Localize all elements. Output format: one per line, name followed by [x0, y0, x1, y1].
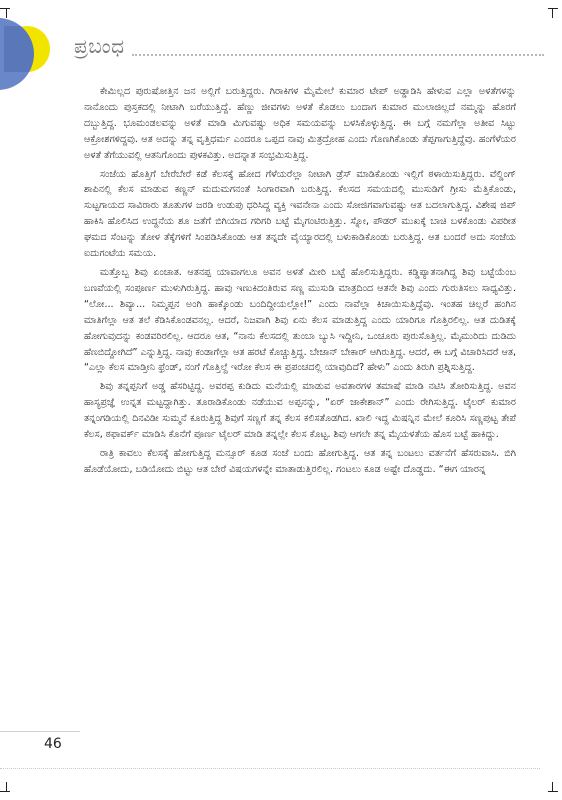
- paragraph: ಕೇಮಿಲ್ಲದ ಪುರುಷೋತ್ತಿನ ಜನ ಅಲ್ಲಿಗೆ ಬರುತ್ತಿದ್ದರು. ಗಿರಾಕಿಗಳ ಮೈಮೇಲೆ ಕುಮಾರ ಟೇಪ್ ಅಡ್ಡಾಡಿಸಿ ಹೇಳುವ ಎಲ್ಲಾ ಅಳತೆಗಳನ್ನು ನಾನೊಂದು ಪುಸ್ತಕದಲ್ಲಿ ನೀಟಾಗಿ ಬರೆಯುತ್ತಿದ್ದೆ. ಹೆಣ್ಣು ಜೀವಗಳು ಅಳತೆ ಕೊಡಲು ಬಂದಾಗ ಕುಮಾರ ಮುಲಾಜಿಲ್ಲದೆ ನಮ್ಮನ್ನು ಹೊರಗೆ ದಬ್ಬುತ್ತಿದ್ದ. ಭೂಮಂಡಲವನ್ನು ಅಳತೆ ಮಾಡಿ ಮಿಗುವಷ್ಟು ಅಧಿಕ ಸಮಯವನ್ನು ಬಳಸಿಕೊಳ್ಳುತ್ತಿದ್ದ. ಈ ಬಗ್ಗೆ ನಮಗೆಲ್ಲಾ ಅತೀವ ಸಿಟ್ಟು ಆಕ್ರೋಶಗಳಿದ್ದವು. ಆತ ಅದನ್ನು ತನ್ನ ವೃತ್ತಿಧರ್ಮ ಎಂದರೂ ಒಪ್ಪದ ನಾವು ಮಿತ್ರದ್ರೋಹ ಎಂದು ಗೊಣಗಿಕೊಂಡು ತೆಪ್ಪಗಾಗುತ್ತಿದ್ದೆವು. ಹಂಗೆಳೆಯರ ಅಳತೆ ತೆಗೆಯುವಲ್ಲಿ ಆತನಿಗೊಂದು ಪುಳಕವಿತ್ತು. ಅದನ್ನಾತ ಸಂಭ್ರಮಿಸುತ್ತಿದ್ದ.: [84, 86, 516, 161]
- crop-mark: [0, 8, 10, 9]
- paragraph: ಸಂಜೆಯ ಹೊತ್ತಿಗೆ ಬೇರೆಬೇರೆ ಕಡೆ ಕೆಲಸಕ್ಕೆ ಹೋದ ಗೆಳೆಯರೆಲ್ಲಾ ನೀಟಾಗಿ ಡ್ರೆಸ್ ಮಾಡಿಕೊಂಡು ಇಲ್ಲಿಗೆ ಠಳಾಯಿಸುತ್ತಿದ್ದರು. ವೆಲ್ಡಿಂಗ್ ಶಾಪಿನಲ್ಲಿ ಕೆಲಸ ಮಾಡುವ ಕಣ್ಣನ್ ಮದುಮಗನಂತೆ ಸಿಂಗಾರವಾಗಿ ಬರುತ್ತಿದ್ದ. ಕೆಲಸದ ಸಮಯದಲ್ಲಿ ಮುಸುಡಿಗೆ ಗ್ರೀಸು ಮೆತ್ತಿಕೊಂಡು, ಸುಟ್ಟಗಾಯದ ಸಾವಿರಾರು ತೂತುಗಳ ಜರಡಿ ಉಡುಪು ಧರಿಸಿದ್ದ ವ್ಯಕ್ತಿ ಇವನೇನಾ ಎಂದು ಸೋಜಿಗವಾಗುವಷ್ಟು ಆತ ಬದಲಾಗುತ್ತಿದ್ದ. ವಿಶೇಷ ಜಿಪ್ ಹಾಕಿಸಿ ಹೊಲಿಸಿದ ಉದ್ದನೆಯ ಶೂ ಜತೆಗೆ ಬಿಗಿಯಾದ ಗರಿಗರಿ ಬಟ್ಟೆ ಮೈಗಂಟಿರುತ್ತಿತ್ತು. ಸ್ನೋ, ಪೌಡರ್ ಮುಖಕ್ಕೆ ಬಾಚಿ ಬಳಕೊಂಡು ವಿಪರೀತ ಘಮದ ಸೆಂಟನ್ನು ತೋಳ ತೆಕ್ಕೆಗಳಿಗೆ ಸಿಂಪಡಿಸಿಕೊಂಡು ಆತ ತನ್ನದೇ ವೈಯ್ಯಾರದಲ್ಲಿ ಬಳುಕಾಡಿಕೊಂಡು ಬರುತ್ತಿದ್ದ. ಆತ ಬಂದರೆ ಅದು ಸಂಜೆಯ ಐದುಗಂಟೆಯ ಸಮಯ.: [84, 168, 516, 260]
- article-body: [84, 84, 516, 481]
- crop-mark: [552, 8, 553, 18]
- page-number: 46: [44, 736, 62, 752]
- footer-rule: [0, 731, 80, 732]
- crop-mark: [548, 8, 558, 9]
- paragraph: ಮತ್ತೊಬ್ಬ ಶಿವು ಏಂಚಾತ. ಆತನಪ್ಪ ಯಾವಾಗಲೂ ಅವನ ಅಳತೆ ಮೀರಿ ಬಟ್ಟೆ ಹೊಲಿಸುತ್ತಿದ್ದರು. ಕಡ್ಡಿಪ್ಯಾತನಾಗಿದ್ದ ಶಿವು ಬಟ್ಟೆಯೆಂಬ ಬಣವೆಯಲ್ಲಿ ಸಂಪೂರ್ಣ ಮುಳುಗಿರುತ್ತಿದ್ದ. ಹಾವು ಇಣುಕಿದಂತಿರುವ ಸಣ್ಣ ಮುಸುಡಿ ಮಾತ್ರದಿಂದ ಆತನೇ ಶಿವು ಎಂದು ಗುರುತಿಸಲು ಸಾಧ್ಯವಿತ್ತು. “ಲೋ... ಶಿವ್ಯಾ... ನಿಮ್ಮಪ್ಪನ ಅಂಗಿ ಹಾಕ್ಕೊಂಡು ಬಂದಿದ್ದೀಯಲ್ಲೋ!” ಎಂದು ನಾವೆಲ್ಲಾ ಕಿಚಾಯಿಸುತ್ತಿದ್ದೆವು. ಇಂತಹ ಚಿಲ್ಲರೆ ಹಂಗಿನ ಮಾತಿಗೆಲ್ಲಾ ಆತ ತಲೆ ಕೆಡಿಸಿಕೊಂಡವನಲ್ಲ. ಆದರೆ, ನಿಜವಾಗಿ ಶಿವು ಏನು ಕೆಲಸ ಮಾಡುತ್ತಿದ್ದ ಎಂದು ಯಾರಿಗೂ ಗೊತ್ತಿರಲಿಲ್ಲ. ಆತ ದುಡಿತಕ್ಕೆ ಹೋಗುವುದನ್ನು ಕಂಡವರಿರಲಿಲ್ಲ. ಆದರೂ ಆತ, “ನಾನು ಕೆಲಸದಲ್ಲಿ ತುಂಬಾ ಬ್ಯುಸಿ ಇದ್ದೀನಿ, ಒಂಚೂರು ಪುರುಸೊತ್ತಿಲ್ಲ. ಮೈಮುರಿದು ದುಡಿದು ಹೆಣಬಿದ್ದೋಗಿದೆ” ಎನ್ನುತ್ತಿದ್ದ. ನಾವು ಕಂಡಾಗೆಲ್ಲಾ ಆತ ಹರಟೆ ಕೊಚ್ಚುತ್ತಿದ್ದ. ಬೇಜಾನ್ ಬೇಕಾರ್ ಆಗಿರುತ್ತಿದ್ದ. ಆದರೆ, ಈ ಬಗ್ಗೆ ವಿಚಾರಿಸಿದರೆ ಆತ, “ಎಲ್ಲಾ ಕೆಲಸ ಮಾಡ್ತೀನಿ ಫ್ರೆಂಡ್, ನಂಗೆ ಗೊತ್ತಿಲ್ದೆ ಇರೋ ಕೆಲಸ ಈ ಪ್ರಪಂಚದಲ್ಲಿ ಯಾವುದಿದೆ? ಹೇಳು” ಎಂದು ತಿರುಗಿ ಪ್ರಶ್ನಿಸುತ್ತಿದ್ದ.: [84, 266, 516, 374]
- crop-mark: [0, 791, 10, 792]
- decorative-circle-overlap: [4, 26, 34, 72]
- crop-mark: [6, 8, 7, 18]
- heading-dotted-rule: [132, 54, 544, 56]
- crop-mark: [548, 791, 558, 792]
- section-heading: ಪ್ರಬಂಧ: [74, 34, 125, 58]
- paragraph: ರಾತ್ರಿ ಕಾವಲು ಕೆಲಸಕ್ಕೆ ಹೋಗುತ್ತಿದ್ದ ಮನ್ಸೂರ್ ಕೂಡ ಸಂಜೆ ಬಂದು ಹೋಗುತ್ತಿದ್ದ. ಆತ ತನ್ನ ಬಂಟಲು ವರ್ತನೆಗೆ ಹೆಸರುವಾಸಿ. ಬಿಗಿ ಹೊಡೆಯೋದು, ಬಡಿಯೋದು ಬಿಟ್ಟು ಆತ ಬೇರೆ ವಿಷಯಗಳನ್ನೇ ಮಾತಾಡುತ್ತಿರಲಿಲ್ಲ. ಗಂಟಲು ಕೂಡ ಅಷ್ಟೇ ದೊಡ್ಡದು. “ಈಗ ಯಾರನ್ನ: [84, 447, 516, 475]
- paragraph: ಶಿವು ತನ್ನಪ್ಪನಿಗೆ ಅಡ್ಡ ಹೆಸರಿಟ್ಟಿದ್ದ. ಅವರಪ್ಪ ಕುಡಿದು ಮನೆಯಲ್ಲಿ ಮಾಡುವ ಅವತಾರಗಳ ತಮಾಷೆ ಮಾಡಿ ನಟಿಸಿ ತೋರಿಸುತ್ತಿದ್ದ. ಅವನ ಹಾಸ್ಯಪ್ರಜ್ಞೆ ಉನ್ನತ ಮಟ್ಟದ್ದಾಗಿತ್ತು. ತೂರಾಡಿಕೊಂಡು ನಡೆಯುವ ಅಪ್ಪನನ್ನು, “ಏರ್ ಜಾಕೇಶಾನ್” ಎಂದು ರೇಗಿಸುತ್ತಿದ್ದ. ಟೈಲರ್ ಕುಮಾರ ತನ್ನಂಗಡಿಯಲ್ಲಿ ದಿನವಿಡೀ ಸುಮ್ಮನೆ ಕೂರುತ್ತಿದ್ದ ಶಿವುಗೆ ಸಣ್ಣಗೆ ತನ್ನ ಕೆಲಸ ಕಲಿಸತೊಡಗಿದ. ಖಾಲಿ ಇದ್ದ ಮಿಷನ್ನಿನ ಮೇಲೆ ಕೂರಿಸಿ ಸಣ್ಣಪುಟ್ಟ ತೇಪೆ ಕೆಲಸ, ಠಫಾವರ್ಕ್ ಮಾಡಿಸಿ ಕೊನೆಗೆ ಪೂರ್ಣ ಟೈಲರ್ ಮಾಡಿ ತನ್ನಲ್ಲೇ ಕೆಲಸ ಕೊಟ್ಟ. ಶಿವು ಆಗಲೇ ತನ್ನ ಮೈಯಳತೆಯ ಹೊಸ ಬಟ್ಟೆ ಹಾಕಿದ್ದು.: [84, 381, 516, 441]
- footer-dotted-rule: [0, 768, 540, 769]
